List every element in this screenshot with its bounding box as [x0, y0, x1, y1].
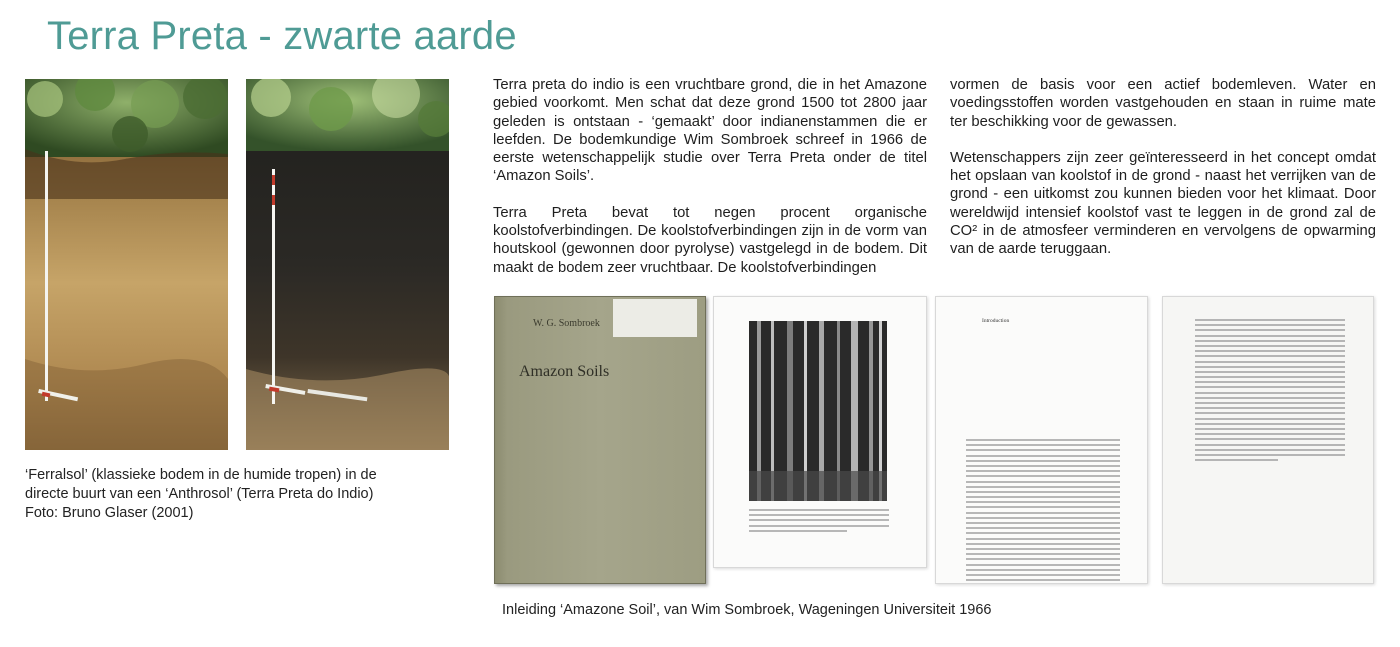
book-author: W. G. Sombroek [533, 318, 600, 329]
article-paragraph: vormen de basis voor een actief bodemleven. Water en voedingsstoffen worden vastgehouden en staan in ruime mate ter beschikking voor de gewassen. [950, 77, 1376, 130]
article-paragraph: Terra preta do indio is een vruchtbare grond, die in het Amazone gebied voorkomt. Men schat dat deze grond 1500 tot 2800 jaar geleden is ontstaan - ‘gemaakt’ door indianenstammen die er leefden. De bodemkundige Wim Sombroek schreef in 1966 de eerste wetenschappelijk studie over Terra Preta onder de titel ‘Amazon Soils’. [493, 77, 927, 185]
article-column-2 [950, 76, 1376, 277]
photo-caption-line: ‘Ferralsol’ (klassieke bodem in de humide tropen) in de [25, 467, 377, 483]
book-page-text [1162, 296, 1374, 584]
forest-photo [749, 321, 887, 501]
scans-caption: Inleiding ‘Amazone Soil’, van Wim Sombroek, Wageningen Universiteit 1966 [502, 602, 992, 618]
anthrosol-photo [246, 79, 449, 450]
photo-caption [25, 466, 445, 523]
article-paragraph: Terra Preta bevat tot negen procent organische koolstofverbindingen. De koolstofverbindingen zijn in de vorm van houtskool (gewonnen door pyrolyse) vastgelegd in de bodem. Dit maakt de bodem zeer vruchtbaar. De koolstofverbindingen [493, 204, 927, 276]
photo-caption-line: Foto: Bruno Glaser (2001) [25, 505, 194, 521]
photo-caption-line: directe buurt van een ‘Anthrosol’ (Terra Preta do Indio) [25, 486, 374, 502]
page-text-block [966, 439, 1120, 584]
book-title: Amazon Soils [519, 363, 610, 380]
article-column-1 [493, 76, 927, 295]
book-cover-image [494, 296, 706, 584]
page-text-block [1195, 319, 1345, 464]
article-paragraph: Wetenschappers zijn zeer geïnteresseerd in het concept omdat het opslaan van koolstof in de grond - naast het verrijken van de grond - een uitkomst zou kunnen bieden voor het klimaat. Door wereldwijd intensief koolstof vast te leggen in de grond zal de CO² in de atmosfeer verminderen en vervolgens de opwarming van de aarde teruggaan. [950, 149, 1376, 258]
ferralsol-photo [25, 79, 228, 450]
book-label [613, 299, 697, 337]
page-heading: Introduction [982, 318, 1010, 324]
book-page-introduction [935, 296, 1148, 584]
page-text-block [749, 509, 889, 535]
page-title: Terra Preta - zwarte aarde [47, 14, 517, 58]
book-page-photo [713, 296, 927, 568]
